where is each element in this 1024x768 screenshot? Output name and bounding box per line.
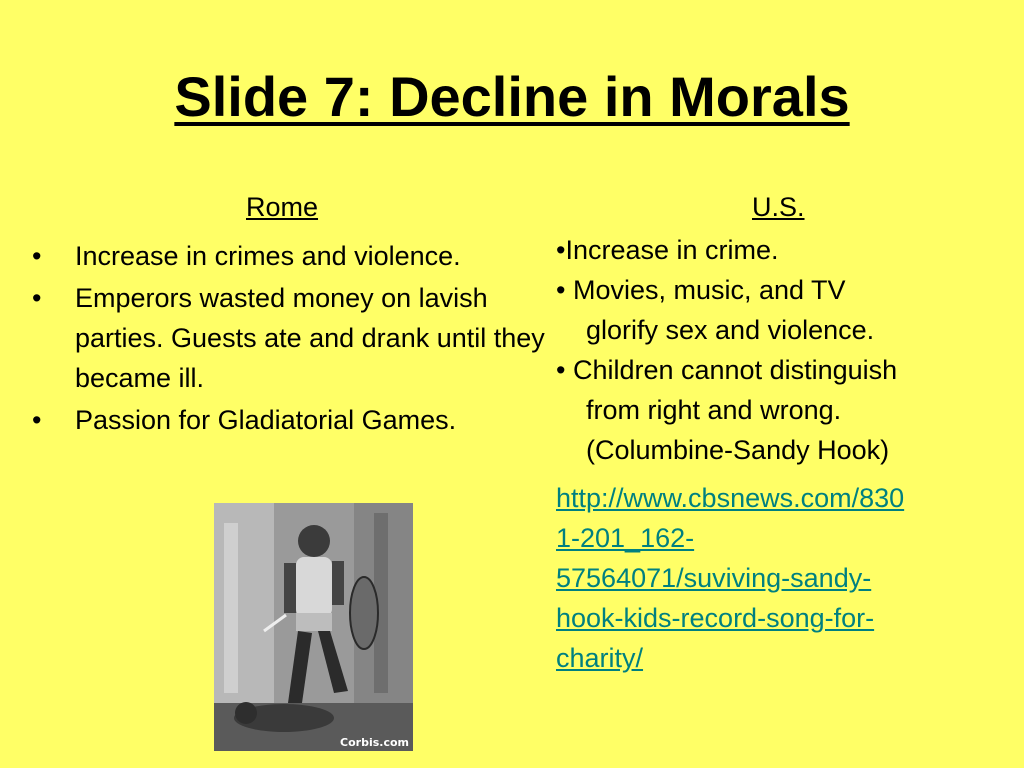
bullet-icon: •: [32, 405, 42, 435]
rome-item-text: Passion for Gladiatorial Games.: [75, 405, 457, 435]
bullet-icon: •: [32, 283, 42, 313]
gladiator-photo: [214, 503, 413, 751]
rome-item-parties: [0, 278, 545, 398]
rome-item-crime: [0, 236, 545, 276]
us-line: glorify sex and violence.: [586, 315, 875, 345]
link-line[interactable]: http://www.cbsnews.com/830: [556, 483, 905, 513]
cbsnews-link[interactable]: [556, 478, 1006, 678]
rome-item-text: Emperors wasted money on lavish parties. Guests ate and drank until they became ill.: [75, 283, 545, 393]
rome-bullet-list: [0, 236, 560, 442]
us-line: from right and wrong.: [586, 395, 842, 425]
us-heading: U.S.: [752, 192, 805, 222]
slide-title: Slide 7: Decline in Morals: [174, 65, 850, 128]
link-line[interactable]: hook-kids-record-song-for-: [556, 603, 875, 633]
us-line: •Increase in crime.: [556, 235, 779, 265]
us-list: [556, 230, 1016, 470]
link-line[interactable]: charity/: [556, 643, 644, 673]
us-line: (Columbine-Sandy Hook): [586, 435, 890, 465]
link-line[interactable]: 57564071/suviving-sandy-: [556, 563, 872, 593]
rome-item-text: Increase in crimes and violence.: [75, 241, 461, 271]
link-line[interactable]: 1-201_162-: [556, 523, 695, 553]
bullet-icon: •: [32, 241, 42, 271]
us-line: • Children cannot distinguish: [556, 355, 898, 385]
rome-item-games: [0, 400, 545, 440]
rome-heading: Rome: [246, 192, 319, 222]
gladiator-illustration: [214, 503, 413, 751]
us-line: • Movies, music, and TV: [556, 275, 846, 305]
photo-watermark: Corbis.com: [340, 736, 409, 749]
